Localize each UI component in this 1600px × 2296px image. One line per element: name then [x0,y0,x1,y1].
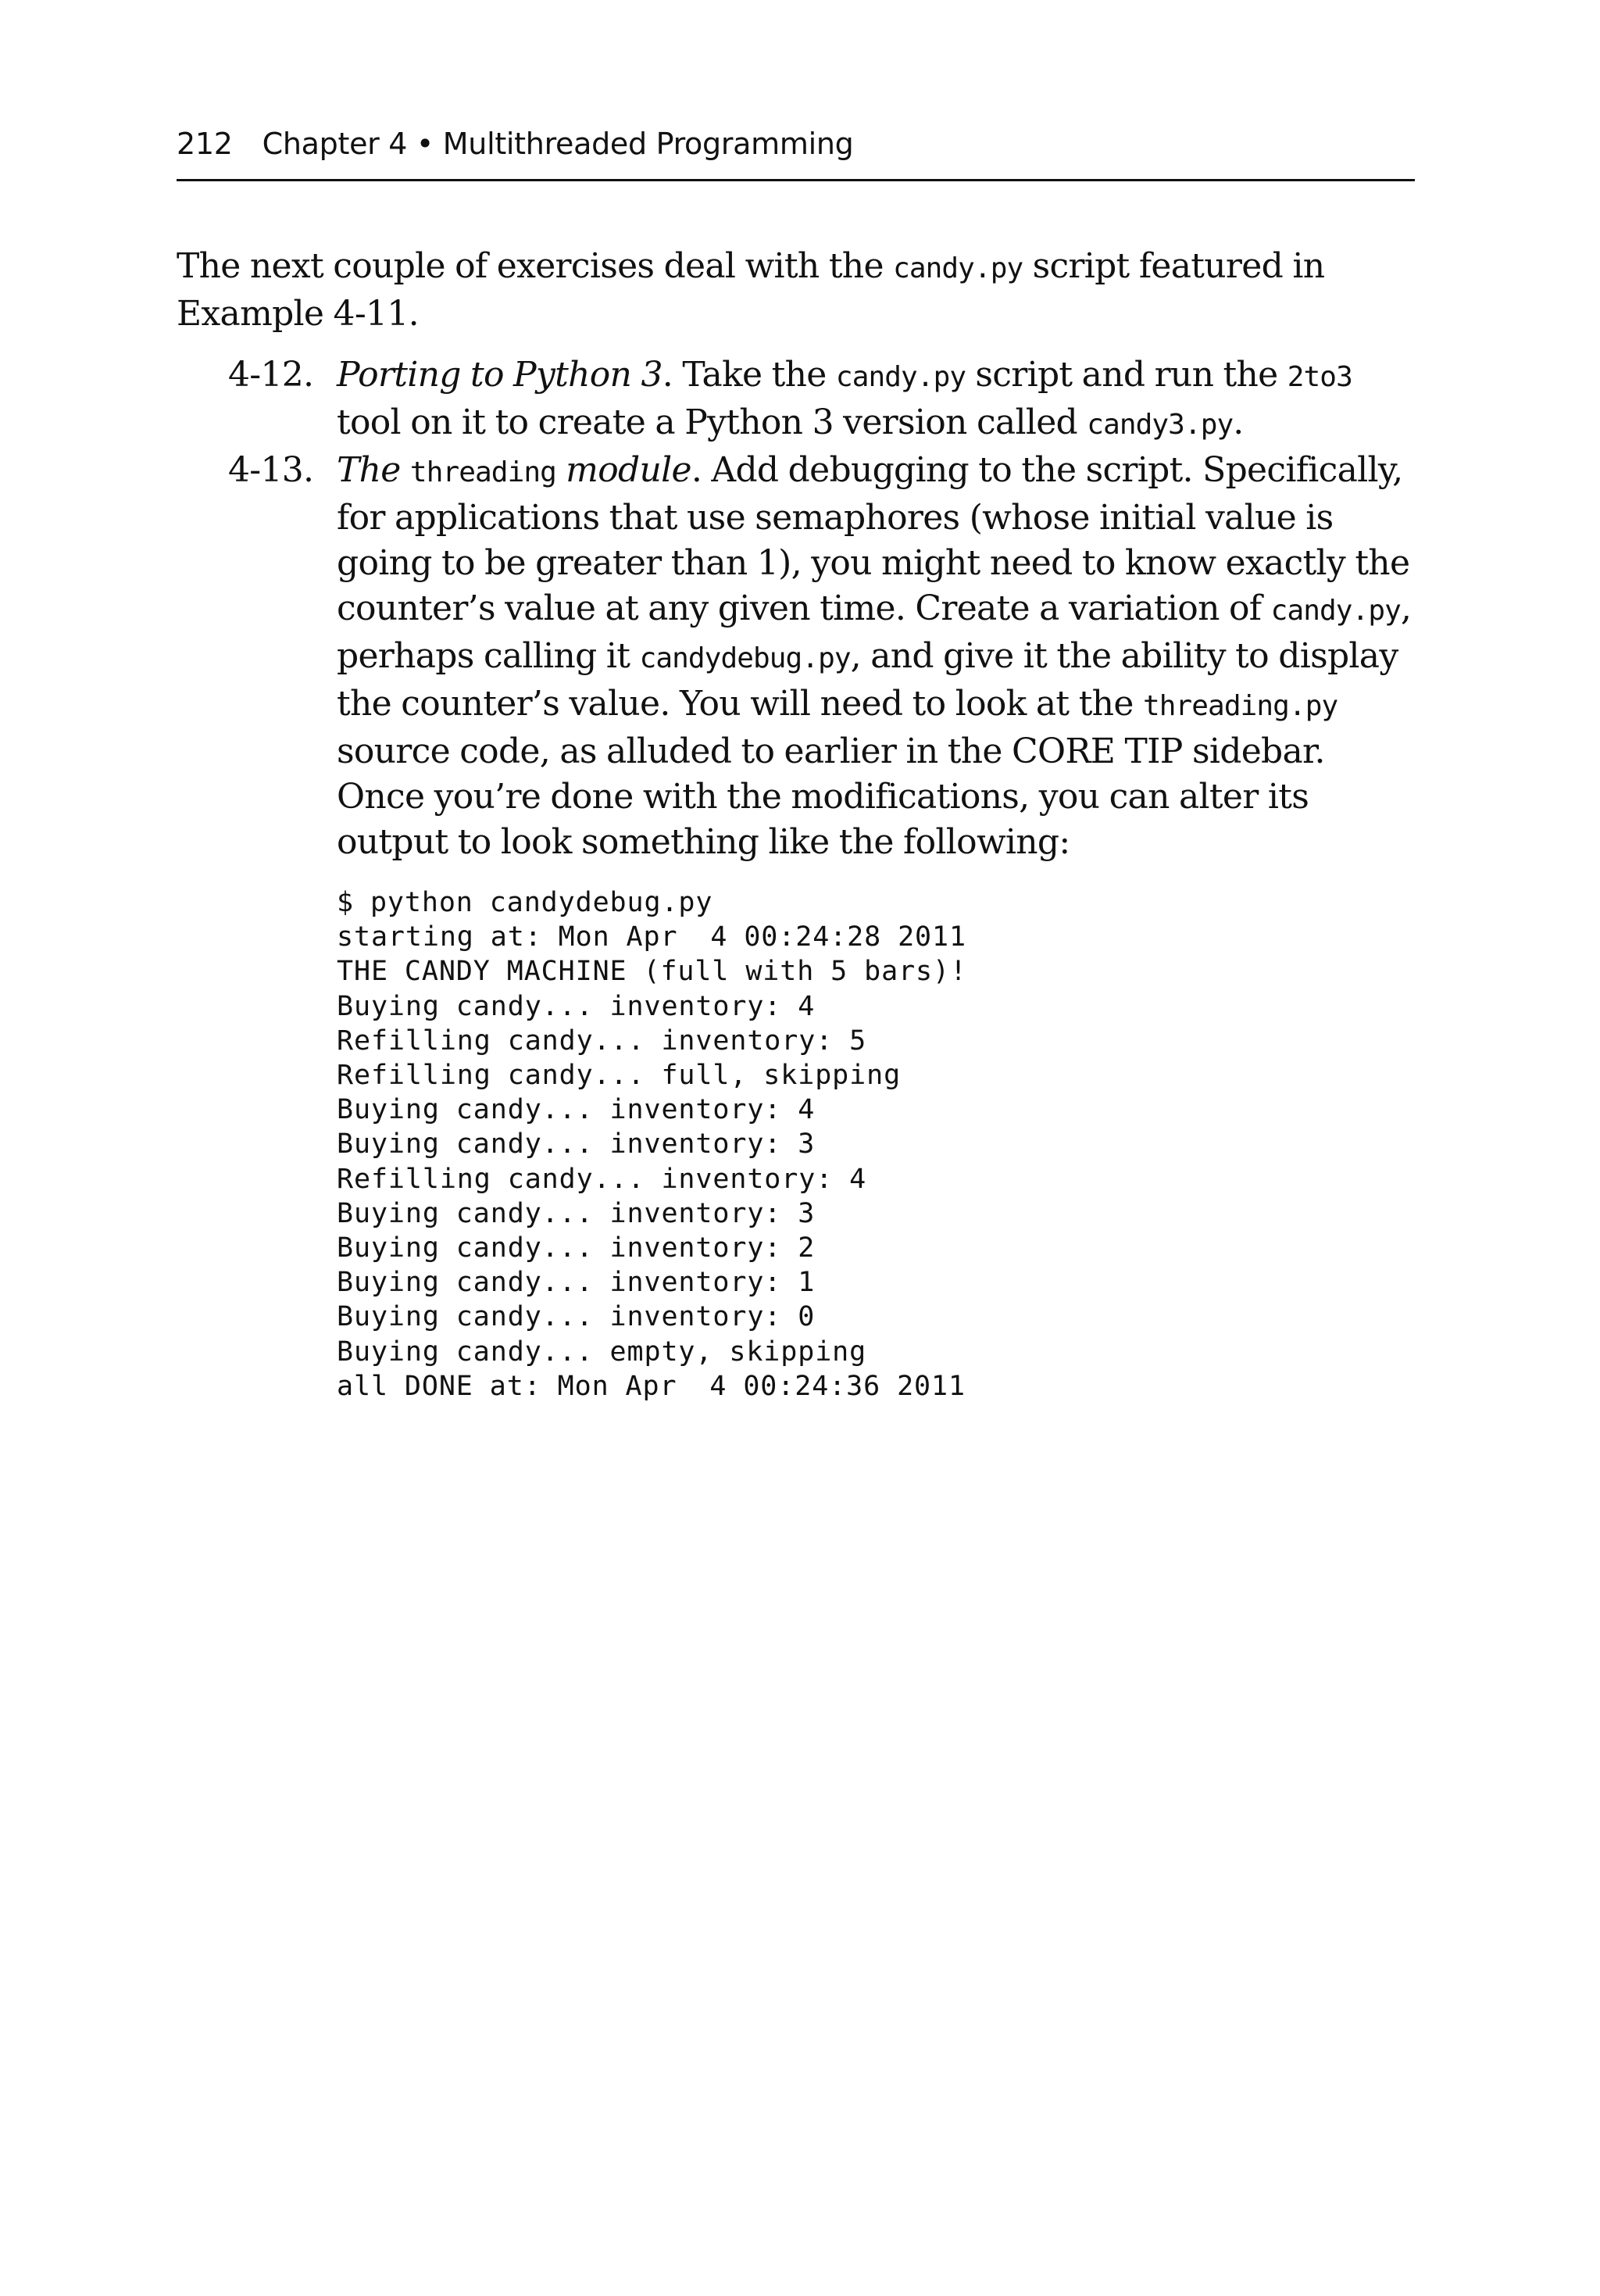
exercise-number: 4-12. [228,355,314,395]
exercise-4-12 [177,352,1415,448]
intro-code: candy.py [893,252,1023,284]
exercise-code: 2to3 [1287,361,1352,393]
exercise-code: candydebug.py [639,642,851,674]
intro-text-after: script featured in Example 4-11. [177,246,1325,334]
exercise-text: , perhaps calling it [337,588,1412,676]
exercise-text: . Take the [662,355,836,395]
exercise-list [177,352,1415,865]
exercise-code: threading.py [1142,690,1338,722]
page-body [177,244,1415,1404]
exercise-4-13 [177,448,1415,865]
exercise-text: source code, as alluded to earlier in the CORE TIP sidebar. Once you’re done with the modifications, you can alter its output to look something like the following: [337,731,1325,862]
exercise-text: . [1233,402,1244,442]
exercise-text: , and give it the ability to display the counter’s value. You will need to look at the [337,636,1398,724]
exercise-title-pre: The [337,450,410,490]
exercise-text: script and run the [966,355,1288,395]
intro-paragraph [177,244,1415,337]
page-number: 212 [177,127,233,161]
page-header [177,122,1415,181]
exercise-title: Porting to Python 3 [337,355,662,395]
intro-text-before: The next couple of exercises deal with the [177,246,894,286]
code-output-block: $ python candydebug.py starting at: Mon Apr 4 00:24:28 2011 THE CANDY MACHINE (full with 5 bars)! Buying candy... inventory: 4 Refilling candy... inventory: 5 Refilling candy... full, skipping Buying candy... inventory: 4 Buying candy... inventory: 3 Refilling candy... inventory: 4 Buying candy... inventory: 3 Buying candy... inventory: 2 Buying candy... inventory: 1 Buying candy... inventory: 0 Buying candy... empty, skipping all DONE at: Mon Apr 4 00:24:36 2011 [337,887,967,1402]
exercise-text: . Add debugging to the script. Specifically, for applications that use semaphores (whose initial value is going to be greater than 1), you might need to know exactly the counter’s value at any given time. Create a variation of [337,450,1410,628]
exercise-title-code: threading [409,456,556,488]
exercise-title-post: module [555,450,691,490]
exercise-text: tool on it to create a Python 3 version called [337,402,1088,442]
exercise-number: 4-13. [228,450,314,490]
exercise-code: candy.py [1270,595,1401,627]
exercise-code: candy.py [835,361,966,393]
exercise-code: candy3.py [1087,409,1234,441]
running-title: Chapter 4 • Multithreaded Programming [262,127,854,161]
